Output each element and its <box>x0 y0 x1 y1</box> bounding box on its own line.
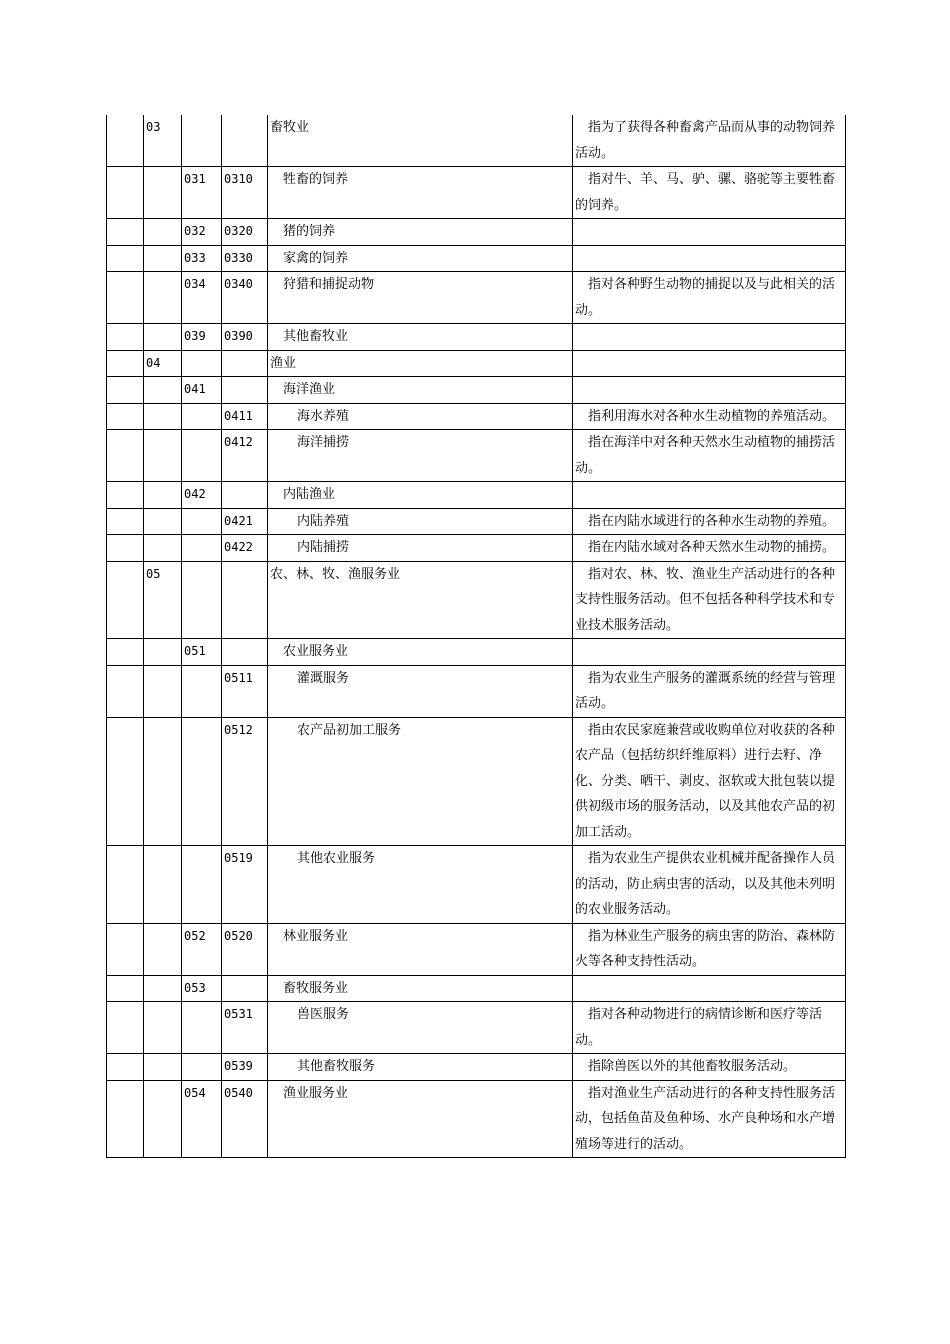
class-code-cell: 0320 <box>222 219 268 246</box>
table-row <box>107 272 846 324</box>
group-code-cell: 041 <box>182 377 222 404</box>
class-code-cell <box>222 639 268 666</box>
group-code-cell <box>182 350 222 377</box>
group-code-cell <box>182 535 222 562</box>
group-code-cell: 034 <box>182 272 222 324</box>
category-name-cell: 灌溉服务 <box>268 665 573 717</box>
division-code-cell <box>144 403 182 430</box>
description-cell: 指对各种动物进行的病情诊断和医疗等活动。 <box>573 1002 846 1054</box>
description-cell: 指对农、林、牧、渔业生产活动进行的各种支持性服务活动。但不包括各种科学技术和专业技术服务活动。 <box>573 561 846 639</box>
table-row <box>107 245 846 272</box>
division-code-cell <box>144 219 182 246</box>
section-code-cell <box>107 115 144 167</box>
group-code-cell: 051 <box>182 639 222 666</box>
category-name-cell: 海洋渔业 <box>268 377 573 404</box>
category-name-cell: 其他畜牧服务 <box>268 1054 573 1081</box>
class-code-cell: 0531 <box>222 1002 268 1054</box>
description-cell <box>573 219 846 246</box>
description-cell: 指除兽医以外的其他畜牧服务活动。 <box>573 1054 846 1081</box>
category-name-cell: 狩猎和捕捉动物 <box>268 272 573 324</box>
section-code-cell <box>107 717 144 846</box>
table-row <box>107 377 846 404</box>
class-code-cell: 0330 <box>222 245 268 272</box>
table-row <box>107 717 846 846</box>
table-row <box>107 324 846 351</box>
description-cell: 指为了获得各种畜禽产品而从事的动物饲养活动。 <box>573 115 846 167</box>
section-code-cell <box>107 403 144 430</box>
group-code-cell <box>182 665 222 717</box>
description-cell: 指在内陆水域对各种天然水生动物的捕捞。 <box>573 535 846 562</box>
class-code-cell: 0512 <box>222 717 268 846</box>
division-code-cell <box>144 508 182 535</box>
description-cell <box>573 639 846 666</box>
group-code-cell: 039 <box>182 324 222 351</box>
class-code-cell <box>222 975 268 1002</box>
class-code-cell: 0520 <box>222 923 268 975</box>
division-code-cell <box>144 639 182 666</box>
table-row <box>107 482 846 509</box>
description-cell: 指对牛、羊、马、驴、骡、骆驼等主要牲畜的饲养。 <box>573 167 846 219</box>
table-body <box>107 115 846 1158</box>
description-cell: 指为农业生产服务的灌溉系统的经营与管理活动。 <box>573 665 846 717</box>
table-row <box>107 167 846 219</box>
description-cell: 指为林业生产服务的病虫害的防治、森林防火等各种支持性活动。 <box>573 923 846 975</box>
section-code-cell <box>107 350 144 377</box>
table-row <box>107 1080 846 1158</box>
group-code-cell <box>182 115 222 167</box>
table-row <box>107 639 846 666</box>
section-code-cell <box>107 846 144 924</box>
description-cell <box>573 482 846 509</box>
section-code-cell <box>107 430 144 482</box>
division-code-cell <box>144 1080 182 1158</box>
division-code-cell: 03 <box>144 115 182 167</box>
class-code-cell: 0390 <box>222 324 268 351</box>
table-row <box>107 535 846 562</box>
class-code-cell <box>222 350 268 377</box>
category-name-cell: 海洋捕捞 <box>268 430 573 482</box>
section-code-cell <box>107 167 144 219</box>
class-code-cell: 0412 <box>222 430 268 482</box>
section-code-cell <box>107 639 144 666</box>
group-code-cell <box>182 1002 222 1054</box>
division-code-cell <box>144 846 182 924</box>
section-code-cell <box>107 665 144 717</box>
division-code-cell <box>144 377 182 404</box>
table-row <box>107 219 846 246</box>
table-row <box>107 846 846 924</box>
division-code-cell: 05 <box>144 561 182 639</box>
group-code-cell: 031 <box>182 167 222 219</box>
category-name-cell: 农产品初加工服务 <box>268 717 573 846</box>
division-code-cell <box>144 975 182 1002</box>
table-row <box>107 508 846 535</box>
group-code-cell <box>182 717 222 846</box>
group-code-cell <box>182 403 222 430</box>
division-code-cell <box>144 665 182 717</box>
class-code-cell: 0539 <box>222 1054 268 1081</box>
section-code-cell <box>107 219 144 246</box>
category-name-cell: 其他农业服务 <box>268 846 573 924</box>
group-code-cell: 053 <box>182 975 222 1002</box>
table-row <box>107 1002 846 1054</box>
division-code-cell <box>144 923 182 975</box>
division-code-cell <box>144 324 182 351</box>
description-cell: 指在内陆水域进行的各种水生动物的养殖。 <box>573 508 846 535</box>
category-name-cell: 牲畜的饲养 <box>268 167 573 219</box>
division-code-cell <box>144 535 182 562</box>
section-code-cell <box>107 975 144 1002</box>
category-name-cell: 海水养殖 <box>268 403 573 430</box>
section-code-cell <box>107 377 144 404</box>
division-code-cell <box>144 1002 182 1054</box>
section-code-cell <box>107 245 144 272</box>
class-code-cell: 0422 <box>222 535 268 562</box>
group-code-cell: 054 <box>182 1080 222 1158</box>
category-name-cell: 渔业 <box>268 350 573 377</box>
description-cell: 指为农业生产提供农业机械并配备操作人员的活动，防止病虫害的活动，以及其他未列明的农业服务活动。 <box>573 846 846 924</box>
class-code-cell <box>222 482 268 509</box>
table-row <box>107 350 846 377</box>
table-row <box>107 561 846 639</box>
table-row <box>107 403 846 430</box>
description-cell: 指利用海水对各种水生动植物的养殖活动。 <box>573 403 846 430</box>
class-code-cell: 0421 <box>222 508 268 535</box>
description-cell: 指对各种野生动物的捕捉以及与此相关的活动。 <box>573 272 846 324</box>
category-name-cell: 内陆渔业 <box>268 482 573 509</box>
division-code-cell <box>144 1054 182 1081</box>
category-name-cell: 畜牧业 <box>268 115 573 167</box>
category-name-cell: 其他畜牧业 <box>268 324 573 351</box>
table-row <box>107 923 846 975</box>
class-code-cell: 0540 <box>222 1080 268 1158</box>
section-code-cell <box>107 324 144 351</box>
section-code-cell <box>107 1002 144 1054</box>
category-name-cell: 兽医服务 <box>268 1002 573 1054</box>
table-row <box>107 115 846 167</box>
division-code-cell: 04 <box>144 350 182 377</box>
class-code-cell <box>222 377 268 404</box>
description-cell <box>573 377 846 404</box>
category-name-cell: 渔业服务业 <box>268 1080 573 1158</box>
group-code-cell: 033 <box>182 245 222 272</box>
section-code-cell <box>107 272 144 324</box>
division-code-cell <box>144 717 182 846</box>
table-row <box>107 1054 846 1081</box>
category-name-cell: 猪的饲养 <box>268 219 573 246</box>
class-code-cell: 0310 <box>222 167 268 219</box>
section-code-cell <box>107 561 144 639</box>
table-row <box>107 975 846 1002</box>
group-code-cell <box>182 846 222 924</box>
description-cell <box>573 975 846 1002</box>
section-code-cell <box>107 923 144 975</box>
division-code-cell <box>144 167 182 219</box>
class-code-cell: 0411 <box>222 403 268 430</box>
table-row <box>107 430 846 482</box>
division-code-cell <box>144 430 182 482</box>
table-row <box>107 665 846 717</box>
division-code-cell <box>144 245 182 272</box>
class-code-cell: 0519 <box>222 846 268 924</box>
category-name-cell: 内陆捕捞 <box>268 535 573 562</box>
description-cell <box>573 350 846 377</box>
group-code-cell <box>182 561 222 639</box>
group-code-cell: 032 <box>182 219 222 246</box>
category-name-cell: 农、林、牧、渔服务业 <box>268 561 573 639</box>
section-code-cell <box>107 1054 144 1081</box>
description-cell: 指由农民家庭兼营或收购单位对收获的各种农产品（包括纺织纤维原料）进行去籽、净化、分类、晒干、剥皮、沤软或大批包装以提供初级市场的服务活动，以及其他农产品的初加工活动。 <box>573 717 846 846</box>
category-name-cell: 家禽的饲养 <box>268 245 573 272</box>
description-cell <box>573 324 846 351</box>
group-code-cell: 042 <box>182 482 222 509</box>
section-code-cell <box>107 508 144 535</box>
description-cell <box>573 245 846 272</box>
category-name-cell: 内陆养殖 <box>268 508 573 535</box>
class-code-cell <box>222 561 268 639</box>
category-name-cell: 农业服务业 <box>268 639 573 666</box>
group-code-cell: 052 <box>182 923 222 975</box>
group-code-cell <box>182 1054 222 1081</box>
class-code-cell: 0511 <box>222 665 268 717</box>
group-code-cell <box>182 508 222 535</box>
industry-classification-table <box>106 115 846 1158</box>
division-code-cell <box>144 482 182 509</box>
description-cell: 指在海洋中对各种天然水生动植物的捕捞活动。 <box>573 430 846 482</box>
section-code-cell <box>107 482 144 509</box>
division-code-cell <box>144 272 182 324</box>
section-code-cell <box>107 1080 144 1158</box>
category-name-cell: 林业服务业 <box>268 923 573 975</box>
section-code-cell <box>107 535 144 562</box>
class-code-cell: 0340 <box>222 272 268 324</box>
group-code-cell <box>182 430 222 482</box>
description-cell: 指对渔业生产活动进行的各种支持性服务活动，包括鱼苗及鱼种场、水产良种场和水产增殖场等进行的活动。 <box>573 1080 846 1158</box>
class-code-cell <box>222 115 268 167</box>
category-name-cell: 畜牧服务业 <box>268 975 573 1002</box>
